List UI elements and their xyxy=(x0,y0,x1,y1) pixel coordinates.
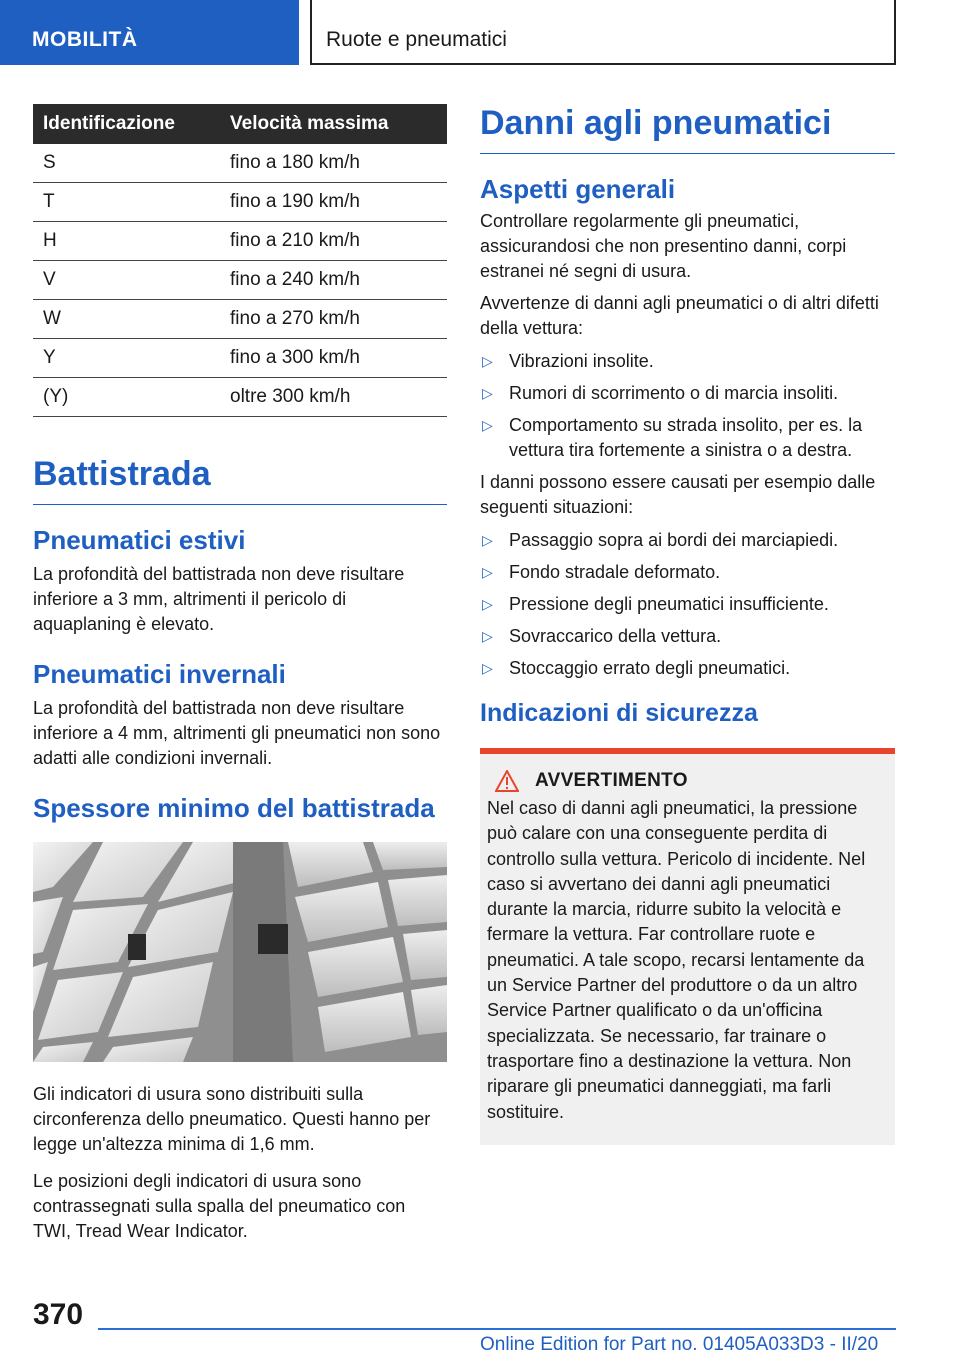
triangle-bullet-icon: ▷ xyxy=(482,385,493,401)
table-cell: S xyxy=(33,144,220,183)
paragraph-indicatori-usura: Gli indicatori di usura sono distribuiti sulla circonferenza dello pneumatico. Questi hanno per legge un'altezza minima di 1,6 mm. xyxy=(33,1084,431,1154)
page-number: 370 xyxy=(33,1298,84,1331)
list-item-text: Comportamento su strada insolito, per es. la vettura tira fortemente a sinistra o a destra. xyxy=(509,415,863,460)
heading-spessore-minimo: Spessore minimo del battistrada xyxy=(33,793,435,823)
table-cell: H xyxy=(33,222,220,261)
list-cause xyxy=(480,528,895,681)
warning-header xyxy=(487,770,885,792)
triangle-bullet-icon: ▷ xyxy=(482,417,493,433)
list-item xyxy=(480,624,895,649)
tire-tread-image xyxy=(33,842,447,1062)
speed-rating-table xyxy=(33,104,447,417)
list-item xyxy=(480,656,895,681)
table-row xyxy=(33,300,447,339)
table-row xyxy=(33,222,447,261)
table-header: Velocità massima xyxy=(220,104,447,144)
triangle-bullet-icon: ▷ xyxy=(482,564,493,580)
table-row xyxy=(33,144,447,183)
warning-text: Nel caso di danni agli pneumatici, la pressione può calare con una conseguente perdita di controllo sulla vettura. Pericolo di incidente. Nel caso si avvertano dei danni agli pneumatici durante la marcia, ridurre subito la velocità e fermare la vettura. Far controllare ruote e pneumatici. A tale scopo, recarsi lentamente da un Service Partner del produttore o da un altro Service Partner qualificato o da un'officina specializzata. Se necessario, far trainare o trasportare fino a destinazione la vettura. Non riparare gli pneumatici danneggiati, ma farli sostituire. xyxy=(487,798,866,1122)
table-row xyxy=(33,339,447,378)
list-item-text: Vibrazioni insolite. xyxy=(509,351,654,371)
right-column xyxy=(480,104,895,1145)
table-cell: fino a 240 km/h xyxy=(220,261,447,300)
list-item xyxy=(480,381,895,406)
paragraph-invernali: La profondità del battistrada non deve risultare inferiore a 4 mm, altrimenti gli pneumatici non sono adatti alle condizioni invernali. xyxy=(33,698,441,768)
table-header: Identificazione xyxy=(33,104,220,144)
paragraph-avvertenze: Avvertenze di danni agli pneumatici o di altri difetti della vettura: xyxy=(480,293,879,338)
wear-indicator-right xyxy=(258,924,288,954)
warning-title: AVVERTIMENTO xyxy=(535,770,688,791)
table-row xyxy=(33,261,447,300)
heading-danni-pneumatici: Danni agli pneumatici xyxy=(480,104,895,154)
table-row xyxy=(33,378,447,417)
list-item xyxy=(480,349,895,374)
table-cell: (Y) xyxy=(33,378,220,417)
list-item xyxy=(480,560,895,585)
table-row xyxy=(33,183,447,222)
paragraph-aspetti: Controllare regolarmente gli pneumatici, assicurandosi che non presentino danni, corpi estranei né segni di usura. xyxy=(480,211,847,281)
tire-tread-illustration xyxy=(33,842,447,1062)
triangle-bullet-icon: ▷ xyxy=(482,596,493,612)
heading-aspetti-generali: Aspetti generali xyxy=(480,174,676,204)
list-item-text: Stoccaggio errato degli pneumatici. xyxy=(509,658,791,678)
table-cell: fino a 300 km/h xyxy=(220,339,447,378)
list-avvertenze xyxy=(480,349,895,463)
header-chapter-title: Ruote e pneumatici xyxy=(310,0,896,65)
table-cell: fino a 270 km/h xyxy=(220,300,447,339)
list-item xyxy=(480,528,895,553)
table-cell: fino a 210 km/h xyxy=(220,222,447,261)
table-cell: V xyxy=(33,261,220,300)
footer-divider xyxy=(98,1328,896,1330)
list-item xyxy=(480,413,895,463)
list-item-text: Pressione degli pneumatici insufficiente. xyxy=(509,594,829,614)
heading-pneumatici-estivi: Pneumatici estivi xyxy=(33,525,246,555)
list-item-text: Sovraccarico della vettura. xyxy=(509,626,722,646)
table-cell: fino a 190 km/h xyxy=(220,183,447,222)
table-cell: oltre 300 km/h xyxy=(220,378,447,417)
heading-pneumatici-invernali: Pneumatici invernali xyxy=(33,659,286,689)
triangle-bullet-icon: ▷ xyxy=(482,353,493,369)
header-section-tab: MOBILITÀ xyxy=(0,0,299,65)
table-cell: T xyxy=(33,183,220,222)
triangle-bullet-icon: ▷ xyxy=(482,660,493,676)
wear-indicator-left xyxy=(128,934,146,960)
footer-edition: Online Edition for Part no. 01405A033D3 - II/20 xyxy=(480,1334,879,1355)
warning-triangle-icon xyxy=(495,770,519,792)
warning-box xyxy=(480,748,895,1145)
triangle-bullet-icon: ▷ xyxy=(482,532,493,548)
list-item-text: Rumori di scorrimento o di marcia insoliti. xyxy=(509,383,839,403)
triangle-bullet-icon: ▷ xyxy=(482,628,493,644)
table-cell: Y xyxy=(33,339,220,378)
table-cell: W xyxy=(33,300,220,339)
table-cell: fino a 180 km/h xyxy=(220,144,447,183)
heading-indicazioni-sicurezza: Indicazioni di sicurezza xyxy=(480,699,758,727)
list-item xyxy=(480,592,895,617)
list-item-text: Passaggio sopra ai bordi dei marciapiedi. xyxy=(509,530,839,550)
paragraph-posizioni-indicatori: Le posizioni degli indicatori di usura sono contrassegnati sulla spalla del pneumatico con TWI, Tread Wear Indicator. xyxy=(33,1171,406,1241)
table-header-row xyxy=(33,104,447,144)
paragraph-cause: I danni possono essere causati per esempio dalle seguenti situazioni: xyxy=(480,472,876,517)
heading-battistrada: Battistrada xyxy=(33,455,447,505)
left-column xyxy=(33,104,447,1244)
list-item-text: Fondo stradale deformato. xyxy=(509,562,721,582)
paragraph-estivi: La profondità del battistrada non deve risultare inferiore a 3 mm, altrimenti il pericolo di aquaplaning è elevato. xyxy=(33,564,405,634)
